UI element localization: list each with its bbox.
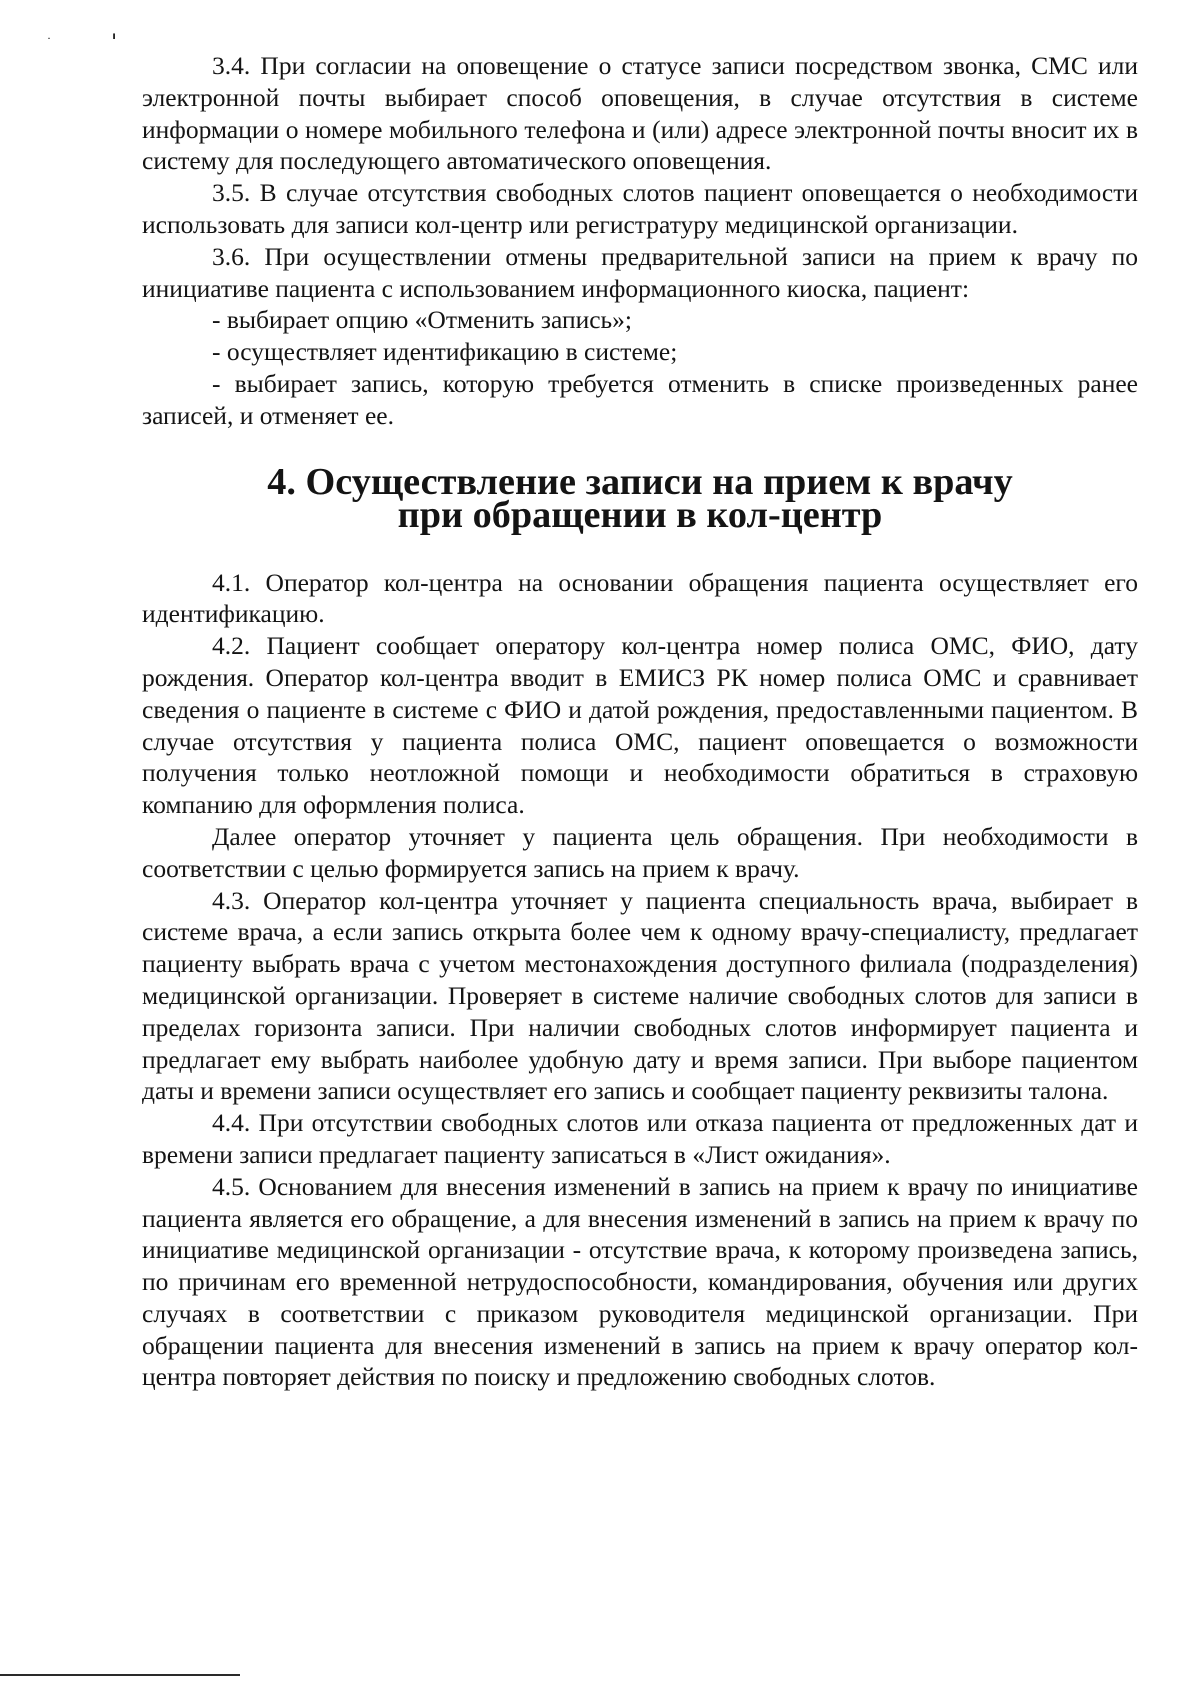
paragraph-4-3: 4.3. Оператор кол-центра уточняет у пациента специальность врача, выбирает в системе врача, а если запись открыта более чем к одному врачу-специалисту, предлагает пациенту выбрать врача с учетом местонахождения доступного филиала (подразделения) медицинской организации. Проверяет в системе наличие свободных слотов для записи в пределах горизонта записи. При наличии свободных слотов информирует пациента и предлагает ему выбрать наиболее удобную дату и время записи. При выборе пациентом даты и времени записи осуществляет его запись и сообщает пациенту реквизиты талона. — [142, 885, 1138, 1106]
cancel-step-select-record: - выбирает запись, которую требуется отменить в списке произведенных ранее записей, и отменяет ее. — [142, 368, 1138, 430]
scan-speck: ˙ — [46, 36, 52, 50]
section-4-heading — [142, 460, 1138, 536]
paragraph-4-4: 4.4. При отсутствии свободных слотов или отказа пациента от предложенных дат и времени записи предлагает пациенту записаться в «Лист ожидания». — [142, 1108, 1138, 1169]
cancel-step-select-option: - выбирает опцию «Отменить запись»; — [212, 305, 633, 335]
paragraph-3-6: 3.6. При осуществлении отмены предварительной записи на прием к врачу по инициативе пациента с использованием информационного киоска, пациент: — [142, 241, 1138, 303]
scan-mark: ˈ — [111, 30, 118, 54]
paragraph-4-2-continued: Далее оператор уточняет у пациента цель обращения. При необходимости в соответствии с целью формируется запись на прием к врачу. — [142, 821, 1138, 883]
paragraph-3-5: 3.5. В случае отсутствия свободных слотов пациент оповещается о необходимости использовать для записи кол-центр или регистратуру медицинской организации. — [142, 178, 1138, 239]
section-4-title-line-2: при обращении в кол-центр — [397, 493, 883, 536]
section-4-title-line-1: 4. Осуществление записи на прием к врачу — [267, 460, 1013, 503]
paragraph-4-2: 4.2. Пациент сообщает оператору кол-центра номер полиса ОМС, ФИО, дату рождения. Оператор кол-центра вводит в ЕМИСЗ РК номер полиса ОМС и сравнивает сведения о пациенте в системе с ФИО и датой рождения, предоставленными пациентом. В случае отсутствия у пациента полиса ОМС, пациент оповещается о возможности получения только неотложной помощи и необходимости обратиться в страховую компанию для оформления полиса. — [142, 631, 1138, 820]
paragraph-4-5: 4.5. Основанием для внесения изменений в запись на прием к врачу по инициативе пациента является его обращение, а для внесения изменений в запись на прием к врачу по инициативе медицинской организации - отсутствие врача, к которому произведена запись, по причинам его временной нетрудоспособности, командирования, обучения или других случаях в соответствии с приказом руководителя медицинской организации. При обращении пациента для внесения изменений в запись на прием к врачу оператор кол-центра повторяет действия по поиску и предложению свободных слотов. — [142, 1171, 1138, 1392]
paragraph-4-1: 4.1. Оператор кол-центра на основании обращения пациента осуществляет его идентификацию. — [142, 567, 1138, 629]
footnote-rule — [0, 1674, 240, 1676]
paragraph-3-4: 3.4. При согласии на оповещение о статусе записи посредством звонка, СМС или электронной почты выбирает способ оповещения, в случае отсутствия в системе информации о номере мобильного телефона и (или) адресе электронной почты вносит их в систему для последующего автоматического оповещения. — [142, 51, 1138, 176]
cancel-step-identify: - осуществляет идентификацию в системе; — [212, 337, 678, 367]
document-page — [142, 50, 1138, 1393]
